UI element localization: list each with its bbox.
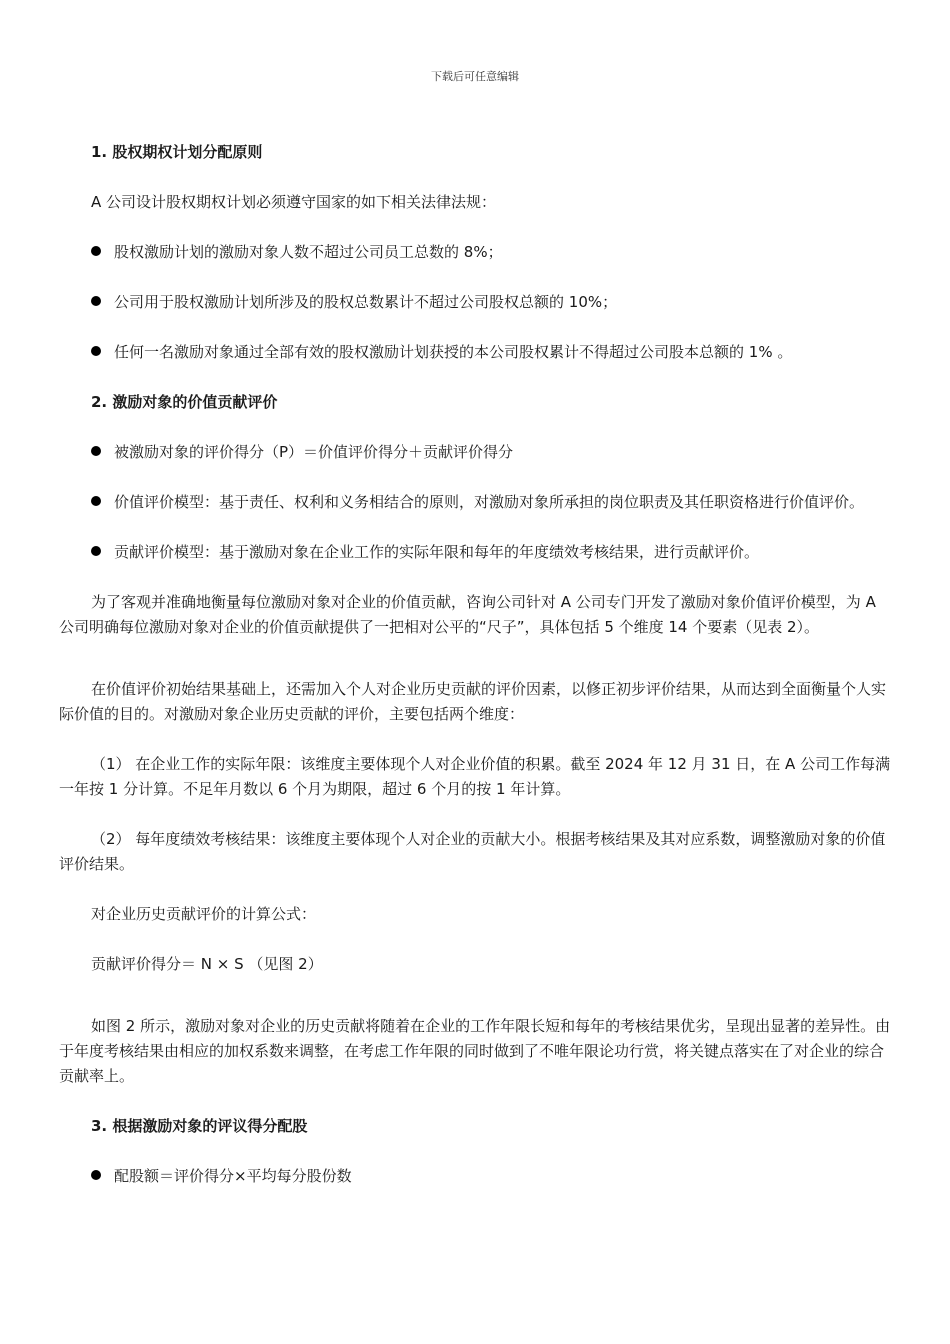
section3-title: 3. 根据激励对象的评议得分配股 [91, 1117, 308, 1135]
formula-intro: 对企业历史贡献评价的计算公式： [91, 905, 317, 923]
bullet-icon [91, 346, 101, 356]
section1-bullet-2 [59, 290, 895, 315]
section2-para-3: 如图 2 所示，激励对象对企业的历史贡献将随着在企业的工作年限长短和每年的考核结果优劣，呈现出显著的差异性。由于年度考核结果由相应的加权系数来调整，在考虑工作年限的同时做到了不唯年限论功行赏，将关键点落实在了对企业的综合贡献率上。 [59, 1017, 891, 1085]
page-header: 下载后可任意编辑 [431, 70, 519, 83]
section2-bullet-2 [59, 490, 895, 515]
bullet-icon [91, 246, 101, 256]
bullet-icon [91, 446, 101, 456]
bullet-text: 配股额＝评价得分×平均每分股份数 [114, 1167, 352, 1185]
section2-item-2: （2） 每年度绩效考核结果：该维度主要体现个人对企业的贡献大小。根据考核结果及其对应系数，调整激励对象的价值评价结果。 [59, 830, 886, 873]
bullet-icon [91, 296, 101, 306]
bullet-icon [91, 1170, 101, 1180]
bullet-text: 贡献评价模型：基于激励对象在企业工作的实际年限和每年的年度绩效考核结果，进行贡献评价。 [114, 543, 760, 561]
bullet-icon [91, 546, 101, 556]
bullet-text: 公司用于股权激励计划所涉及的股权总数累计不超过公司股权总额的 10%； [114, 293, 618, 311]
section1-title: 1. 股权期权计划分配原则 [91, 143, 263, 161]
bullet-text: 价值评价模型：基于责任、权利和义务相结合的原则，对激励对象所承担的岗位职责及其任职资格进行价值评价。 [114, 493, 865, 511]
bullet-icon [91, 496, 101, 506]
section1-bullet-1 [59, 240, 895, 265]
bullet-text: 被激励对象的评价得分（P）＝价值评价得分＋贡献评价得分 [114, 443, 514, 461]
section3-bullet-1 [59, 1164, 895, 1189]
bullet-text: 任何一名激励对象通过全部有效的股权激励计划获授的本公司股权累计不得超过公司股本总额的 1% 。 [114, 343, 793, 361]
bullet-text: 股权激励计划的激励对象人数不超过公司员工总数的 8%； [114, 243, 503, 261]
section1-intro: A 公司设计股权期权计划必须遵守国家的如下相关法律法规： [91, 193, 497, 211]
document-body [59, 140, 895, 1189]
section2-bullet-1 [59, 440, 895, 465]
section2-bullet-3 [59, 540, 895, 565]
section2-title: 2. 激励对象的价值贡献评价 [91, 393, 278, 411]
section2-item-1: （1） 在企业工作的实际年限：该维度主要体现个人对企业价值的积累。截至 2024 年 12 月 31 日，在 A 公司工作每满一年按 1 分计算。不足年月数以 6 个月为期限，超过 6 个月的按 1 年计算。 [59, 755, 891, 798]
section1-bullet-3 [59, 340, 895, 365]
formula: 贡献评价得分＝ N × S （见图 2） [91, 955, 323, 973]
section2-para-1: 为了客观并准确地衡量每位激励对象对企业的价值贡献，咨询公司针对 A 公司专门开发了激励对象价值评价模型，为 A 公司明确每位激励对象对企业的价值贡献提供了一把相对公平的“尺子”，具体包括 5 个维度 14 个要素（见表 2）。 [59, 593, 876, 636]
section2-para-2: 在价值评价初始结果基础上，还需加入个人对企业历史贡献的评价因素，以修正初步评价结果，从而达到全面衡量个人实际价值的目的。对激励对象企业历史贡献的评价，主要包括两个维度： [59, 680, 887, 723]
